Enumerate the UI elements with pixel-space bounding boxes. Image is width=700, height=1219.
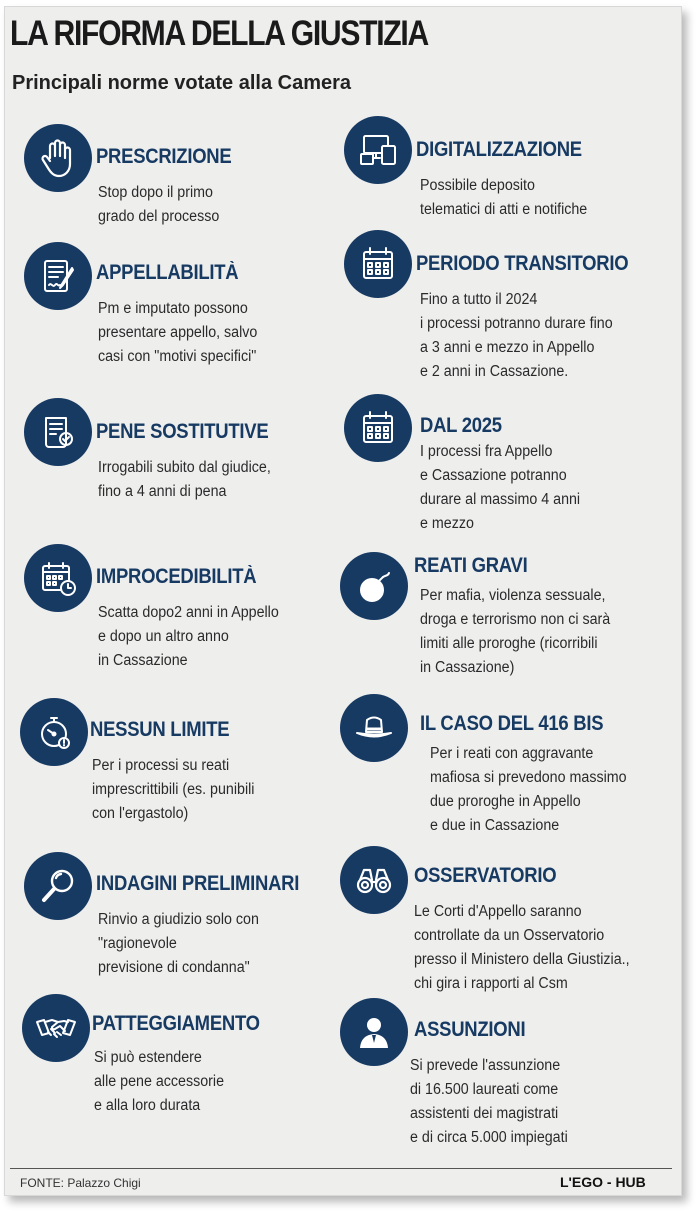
item-text: Le Corti d'Appello saranno controllate da un Osservatorio presso il Ministero della Giustizia., chi gira i rapporti al Csm <box>414 903 630 992</box>
item-text: Stop dopo il primo grado del processo <box>98 184 220 225</box>
document-signature-icon <box>24 242 92 310</box>
item-text: Possibile deposito telematici di atti e notifiche <box>420 177 588 218</box>
item-title: APPELLABILITÀ <box>96 261 239 284</box>
item-text: Irrogabili subito dal giudice, fino a 4 anni di pena <box>98 459 271 500</box>
handshake-icon <box>22 994 90 1062</box>
item-text: Pm e imputato possono presentare appello, salvo casi con "motivi specifici" <box>98 300 258 365</box>
item-title: PRESCRIZIONE <box>96 145 232 168</box>
footer-divider <box>10 1168 672 1169</box>
page-title: LA RIFORMA DELLA GIUSTIZIA <box>10 14 428 53</box>
item-title: PENE SOSTITUTIVE <box>96 420 269 443</box>
item-text: Per i processi su reati imprescrittibili (es. punibili con l'ergastolo) <box>92 757 255 822</box>
item-title: OSSERVATORIO <box>414 864 557 887</box>
calendar-clock-icon <box>24 544 92 612</box>
item-text: Per mafia, violenza sessuale, droga e terrorismo non ci sarà limiti alle proroghe (ricorribili in Cassazione) <box>420 587 611 676</box>
item-title: PERIODO TRANSITORIO <box>416 252 629 275</box>
page-subtitle: Principali norme votate alla Camera <box>12 72 352 94</box>
item-text: Rinvio a giudizio solo con "ragionevole previsione di condanna" <box>98 911 259 976</box>
item-title: IMPROCEDIBILITÀ <box>96 565 257 588</box>
item-text: Per i reati con aggravante mafiosa si prevedono massimo due proroghe in Appello e due in Cassazione <box>430 745 627 834</box>
item-text: Si può estendere alle pene accessorie e alla loro durata <box>94 1049 225 1114</box>
bomb-icon <box>340 552 408 620</box>
item-title: IL CASO DEL 416 BIS <box>420 712 604 735</box>
source-note: FONTE: Palazzo Chigi <box>20 1176 141 1190</box>
raised-hand-icon <box>24 124 92 192</box>
fedora-hat-icon <box>340 694 408 762</box>
item-text: Fino a tutto il 2024 i processi potranno durare fino a 3 anni e mezzo in Appello e 2 anni in Cassazione. <box>420 291 613 380</box>
item-title: NESSUN LIMITE <box>90 718 230 741</box>
calendar-icon <box>344 394 412 462</box>
credit-label: L'EGO - HUB <box>560 1174 646 1190</box>
item-title: PATTEGGIAMENTO <box>92 1012 260 1035</box>
item-title: DAL 2025 <box>420 414 502 437</box>
computer-devices-icon <box>344 116 412 184</box>
item-text: Scatta dopo2 anni in Appello e dopo un altro anno in Cassazione <box>98 604 279 669</box>
item-title: ASSUNZIONI <box>414 1018 526 1041</box>
stopwatch-icon <box>20 698 88 766</box>
person-icon <box>340 998 408 1066</box>
calendar-icon <box>344 230 412 298</box>
item-title: DIGITALIZZAZIONE <box>416 138 582 161</box>
item-title: REATI GRAVI <box>414 554 528 577</box>
item-text: I processi fra Appello e Cassazione potranno durare al massimo 4 anni e mezzo <box>420 443 581 532</box>
item-text: Si prevede l'assunzione di 16.500 laureati come assistenti dei magistrati e di circa 5.000 impiegati <box>410 1057 568 1146</box>
item-title: INDAGINI PRELIMINARI <box>96 872 300 895</box>
binoculars-icon <box>340 846 408 914</box>
magnifier-icon <box>24 852 92 920</box>
scroll-stamp-icon <box>24 398 92 466</box>
